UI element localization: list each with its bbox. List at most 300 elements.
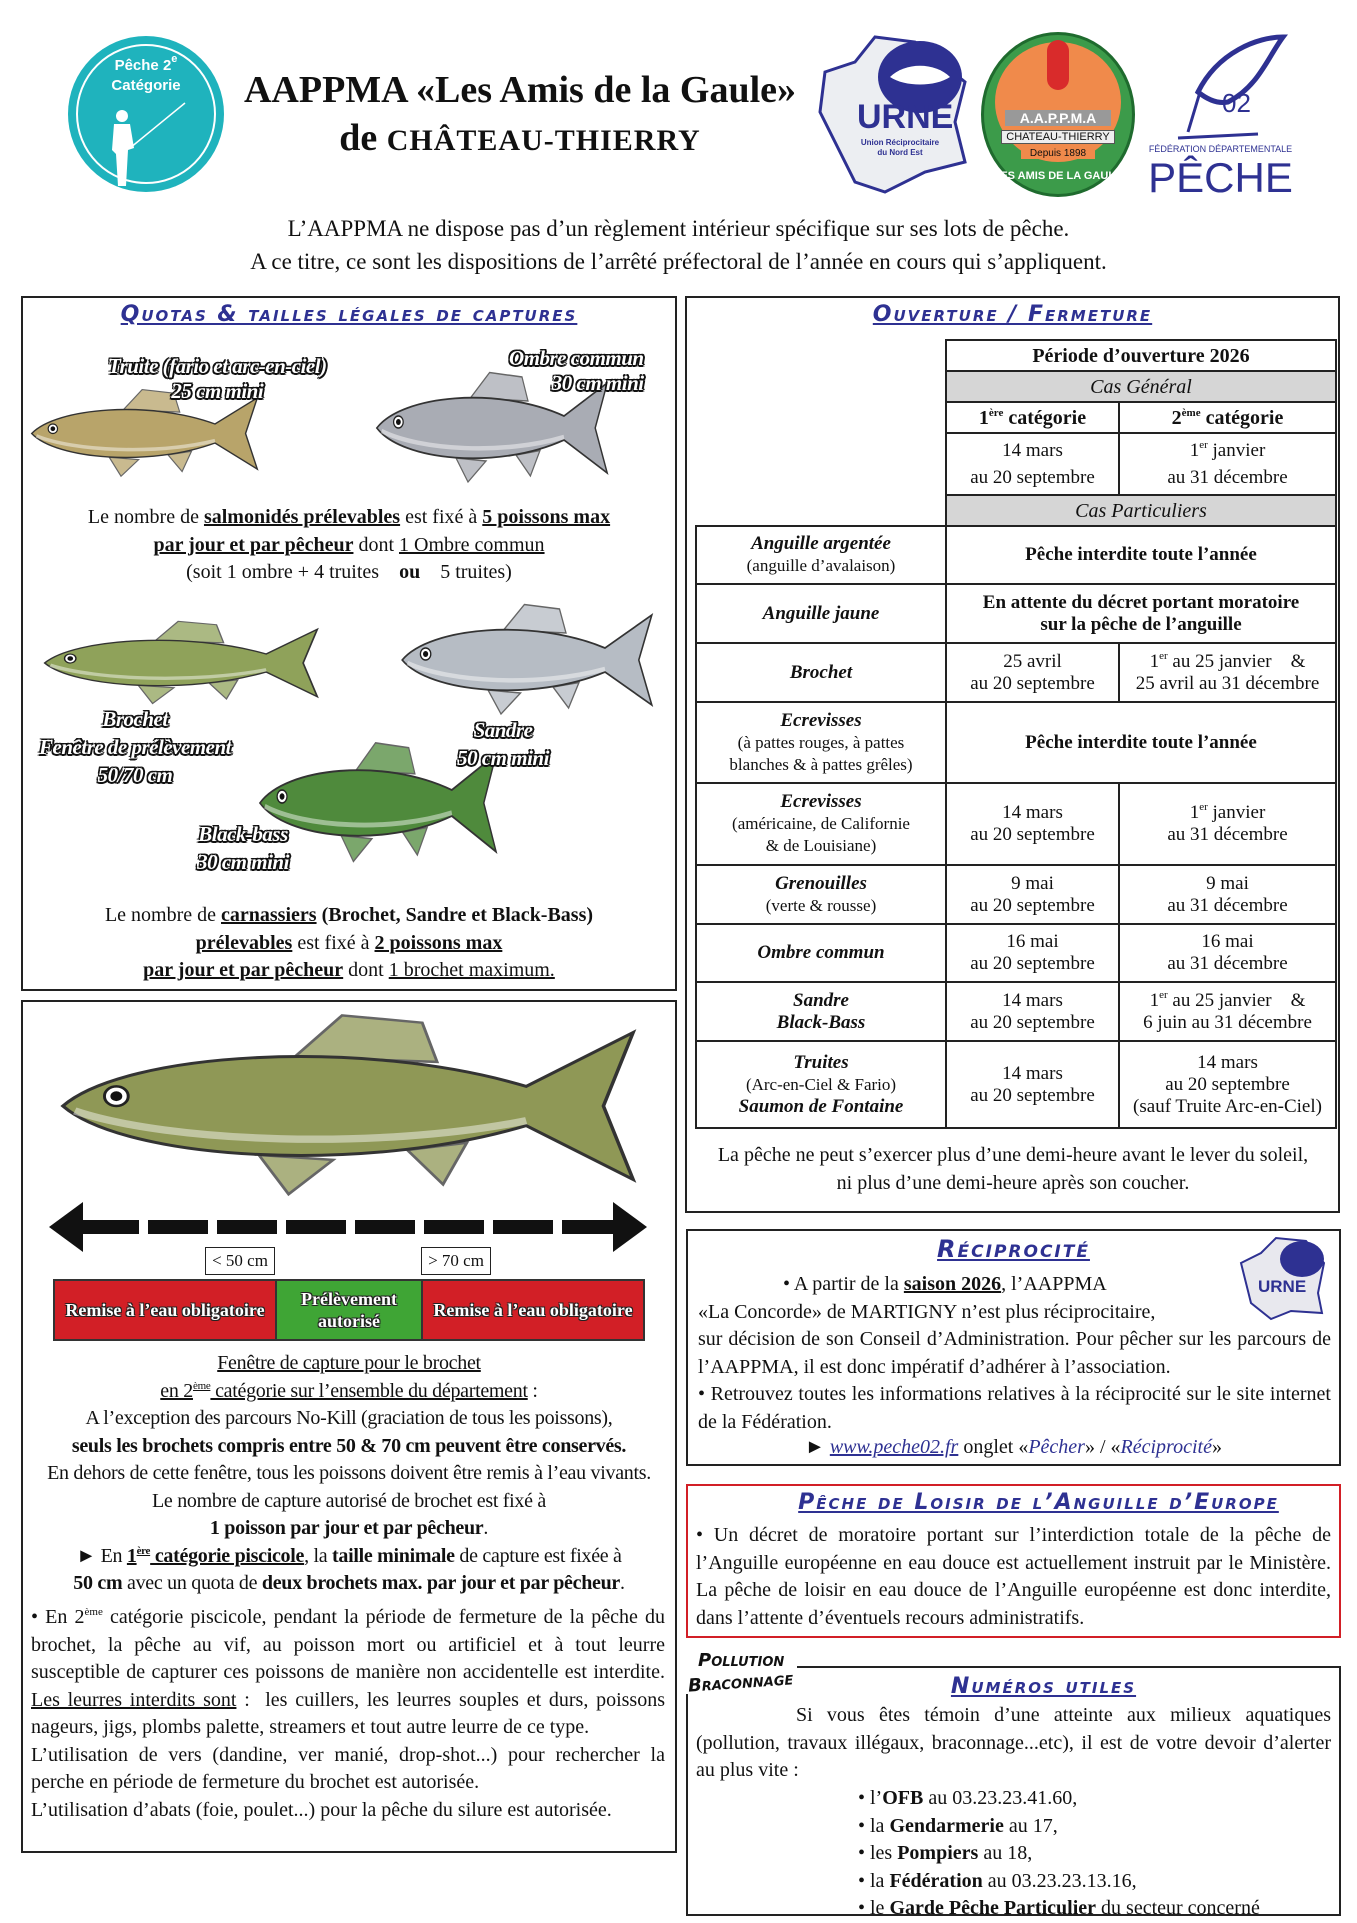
text-segment: • Un décret de moratoire portant sur l’interdiction totale de la pêche de l’Anguille européenne en eau douce est actuellement instruit par le Ministère. La pêche de loisir en eau douce de l’Anguille européenne est donc interdite, dans l’attente d’éventuels recours administratifs. bbox=[696, 1524, 1336, 1629]
species-cell bbox=[696, 924, 946, 982]
text-line bbox=[698, 1326, 1336, 1381]
species-cell bbox=[696, 1041, 946, 1128]
text-segment: est fixé à bbox=[400, 506, 483, 528]
text-line bbox=[949, 614, 1333, 636]
urne-name: URNE bbox=[857, 98, 954, 136]
text-segment: au 17, bbox=[1003, 1814, 1058, 1837]
zander-name: Sandre bbox=[473, 718, 533, 742]
badge-sup: e bbox=[171, 53, 178, 65]
text-line bbox=[699, 990, 943, 1012]
text-segment: sur décision de son Conseil d’Administration. Pour pêcher sur les parcours de l’AAPPMA, il est donc impératif d’adhérer à l’association. bbox=[698, 1328, 1336, 1378]
text-segment: ère bbox=[136, 1544, 151, 1557]
text-segment: : bbox=[527, 1379, 538, 1402]
text-segment: catégorie bbox=[1200, 406, 1284, 429]
text-segment: catégorie bbox=[1003, 406, 1087, 429]
text-segment: 14 mars bbox=[1002, 1062, 1063, 1084]
reciprocity-intro bbox=[698, 1271, 1155, 1326]
species-cell bbox=[696, 584, 946, 643]
text-segment: (américaine, de Californie bbox=[732, 814, 910, 833]
text-segment: saison 2026 bbox=[903, 1273, 1002, 1295]
period-cell-cat2 bbox=[1119, 783, 1336, 865]
badge-line1: Pêche 2 bbox=[114, 57, 172, 74]
text-segment: ème bbox=[1181, 406, 1201, 419]
text-line bbox=[949, 931, 1116, 953]
text-segment: 16 mai bbox=[1201, 931, 1254, 952]
big-pike-image bbox=[51, 1008, 645, 1204]
text-line bbox=[858, 1895, 1260, 1923]
text-segment: carnassiers bbox=[221, 904, 317, 926]
text-segment: L’utilisation de vers (dandine, ver manié, drop-shot...) pour rechercher la perche en période de fermeture du brochet est autorisée. bbox=[31, 1743, 670, 1793]
text-segment: (verte & rousse) bbox=[765, 895, 877, 915]
text-line bbox=[699, 533, 943, 555]
text-segment: ème bbox=[192, 1379, 211, 1392]
aappma-city: CHATEAU-THIERRY bbox=[1001, 130, 1115, 144]
text-segment: , l’AAPPMA bbox=[1001, 1273, 1107, 1295]
aappma-logo bbox=[981, 32, 1135, 197]
text-segment: • les bbox=[858, 1842, 898, 1864]
website-link[interactable]: www.peche02.fr bbox=[829, 1436, 959, 1458]
carnivore-rule bbox=[23, 902, 675, 985]
text-segment: au 20 septembre bbox=[970, 1011, 1095, 1033]
text-line bbox=[688, 1434, 1339, 1462]
text-line bbox=[949, 732, 1333, 754]
opening-footer bbox=[687, 1141, 1339, 1197]
text-line bbox=[949, 673, 1116, 695]
text-segment: salmonidés prélevables bbox=[203, 506, 401, 528]
text-segment: L’utilisation d’abats (foie, poulet...) pour la pêche du silure est autorisée. bbox=[31, 1798, 612, 1821]
species-cell bbox=[696, 526, 946, 584]
table-row bbox=[696, 1041, 1336, 1128]
cat1-header bbox=[946, 402, 1119, 433]
text-line bbox=[949, 824, 1116, 846]
reciprocity-link bbox=[688, 1434, 1339, 1462]
text-line bbox=[699, 942, 943, 964]
numbers-text bbox=[696, 1702, 1336, 1785]
urne-sub1: Union Réciprocitaire bbox=[860, 138, 940, 147]
text-line bbox=[1122, 990, 1333, 1012]
footer-line1: La pêche ne peut s’exercer plus d’une demi-heure avant le lever du soleil, bbox=[717, 1144, 1309, 1166]
text-segment: Ombre commun bbox=[757, 942, 885, 963]
text-segment: 1 bbox=[126, 1544, 137, 1567]
period-cell-cat1 bbox=[946, 1041, 1119, 1128]
text-segment: est fixé à bbox=[292, 931, 375, 954]
species-cell bbox=[696, 643, 946, 702]
period-cell-cat1 bbox=[946, 924, 1119, 982]
text-line bbox=[698, 1271, 1155, 1299]
text-line bbox=[23, 1350, 675, 1378]
text-line bbox=[858, 1785, 1260, 1813]
text-segment: au 20 septembre bbox=[970, 894, 1095, 916]
text-line bbox=[23, 559, 675, 587]
over-70-label: > 70 cm bbox=[421, 1247, 491, 1275]
text-line bbox=[1122, 802, 1333, 824]
text-line bbox=[698, 1299, 1155, 1327]
text-segment: onglet « bbox=[958, 1436, 1029, 1458]
text-segment: 1 brochet maximum. bbox=[388, 959, 555, 981]
text-line bbox=[699, 754, 943, 776]
text-segment: 1 bbox=[1189, 802, 1200, 823]
pike-size: 50/70 cm bbox=[97, 763, 173, 787]
particular-case-header: Cas Particuliers bbox=[946, 495, 1336, 526]
fed-num: 02 bbox=[1222, 88, 1251, 118]
pollution-corner-label bbox=[684, 1650, 797, 1697]
urne-small-name: URNE bbox=[1258, 1277, 1307, 1296]
text-segment: au 31 décembre bbox=[1167, 953, 1288, 974]
text-segment: 1 bbox=[978, 406, 989, 429]
pike-window: Fenêtre de prélèvement bbox=[39, 735, 231, 759]
text-segment: 6 juin au 31 décembre bbox=[1143, 1011, 1312, 1033]
reciprocity-text bbox=[698, 1326, 1336, 1436]
text-segment: catégorie piscicole, pendant la période de fermeture de la pêche du brochet, la pêche au vif, au poisson mort ou artificiel et à tout leurre susceptible de capturer ces poissons de manière non accidentelle est interdite. bbox=[31, 1606, 670, 1683]
text-line bbox=[1122, 437, 1333, 465]
text-line bbox=[31, 1742, 670, 1797]
text-segment: au 20 septembre bbox=[970, 953, 1095, 974]
text-line bbox=[23, 1405, 675, 1433]
text-segment: Le nombre de bbox=[87, 506, 204, 528]
period-cell-all bbox=[946, 702, 1336, 783]
text-segment: OFB bbox=[882, 1787, 924, 1809]
text-segment: En dehors de cette fenêtre, tous les poissons doivent être remis à l’eau vivants. bbox=[47, 1462, 651, 1484]
period-header: Période d’ouverture 2026 bbox=[946, 340, 1336, 371]
text-segment: Fédération bbox=[889, 1869, 983, 1892]
text-segment: au 25 janvier & bbox=[1167, 650, 1306, 672]
text-segment: & de Louisiane) bbox=[765, 836, 877, 855]
text-segment: ► bbox=[805, 1436, 830, 1458]
text-segment: avec un quota de bbox=[122, 1572, 262, 1594]
text-line bbox=[949, 990, 1116, 1012]
text-segment: ère bbox=[988, 406, 1004, 419]
text-line bbox=[699, 555, 943, 577]
text-segment: dont bbox=[353, 533, 400, 556]
blackbass-name: Black-bass bbox=[198, 822, 288, 846]
text-line bbox=[1122, 931, 1333, 953]
text-line bbox=[949, 544, 1333, 566]
text-segment: janvier bbox=[1207, 802, 1266, 823]
lure-rules bbox=[31, 1604, 670, 1824]
text-segment: A l’exception des parcours No-Kill (graciation de tous les poissons), bbox=[85, 1407, 613, 1429]
text-segment: en 2 bbox=[160, 1379, 193, 1402]
text-segment: En attente du décret portant moratoire bbox=[982, 591, 1300, 613]
text-line bbox=[949, 802, 1116, 824]
text-line bbox=[949, 464, 1116, 492]
text-line bbox=[1122, 824, 1333, 846]
text-segment: au 31 décembre bbox=[1167, 824, 1288, 845]
aappma-ring: LES AMIS DE LA GAULE bbox=[993, 170, 1123, 182]
text-segment: Le nombre de bbox=[104, 904, 222, 926]
text-segment: sur la pêche de l’anguille bbox=[1040, 613, 1242, 635]
text-segment: au 20 septembre bbox=[970, 1084, 1095, 1106]
text-segment: , la bbox=[304, 1544, 333, 1567]
text-segment: «La Concorde» de MARTIGNY n’est plus réciprocitaire, bbox=[698, 1300, 1156, 1323]
text-segment: au 31 décembre bbox=[1167, 894, 1288, 916]
pike-window-section bbox=[21, 1000, 677, 1853]
text-line bbox=[1122, 873, 1333, 895]
text-segment: (à pattes rouges, à pattes bbox=[737, 732, 905, 752]
text-line bbox=[23, 1433, 675, 1461]
text-line bbox=[949, 953, 1116, 975]
period-cell-all bbox=[946, 584, 1336, 643]
text-segment: • le bbox=[858, 1897, 890, 1919]
text-line bbox=[1122, 673, 1333, 695]
text-segment: au 03.23.23.41.60, bbox=[923, 1787, 1078, 1809]
category-badge bbox=[68, 36, 224, 192]
text-segment: Truites bbox=[793, 1051, 849, 1073]
grayling-label bbox=[509, 346, 644, 396]
eel-section bbox=[686, 1484, 1341, 1638]
text-segment: Anguille jaune bbox=[762, 602, 880, 624]
text-line bbox=[699, 732, 943, 754]
period-cell-cat2 bbox=[1119, 643, 1336, 702]
text-segment: • Retrouvez toutes les informations relatives à la réciprocité sur le site internet de la Fédération. bbox=[698, 1383, 1336, 1433]
fed-name: PÊCHE bbox=[1148, 154, 1293, 201]
species-cell bbox=[696, 982, 946, 1041]
trout-label bbox=[108, 354, 327, 404]
text-line bbox=[699, 662, 943, 684]
text-segment: catégorie piscicole bbox=[150, 1544, 305, 1567]
text-line bbox=[23, 957, 675, 985]
text-segment: (Brochet, Sandre et Black-Bass) bbox=[316, 904, 594, 926]
period-cell-cat2 bbox=[1119, 865, 1336, 924]
text-segment: 1 Ombre commun bbox=[399, 533, 545, 556]
release-left: Remise à l’eau obligatoire bbox=[53, 1279, 277, 1341]
text-line bbox=[1122, 1074, 1333, 1096]
size-arrow bbox=[49, 1198, 647, 1256]
period-cell-cat1 bbox=[946, 643, 1119, 702]
period-cell-cat1 bbox=[946, 982, 1119, 1041]
text-line bbox=[699, 1074, 943, 1096]
period-cell-all bbox=[946, 526, 1336, 584]
text-line bbox=[949, 651, 1116, 673]
pike-image bbox=[39, 618, 323, 708]
text-segment: au 20 septembre bbox=[970, 467, 1095, 488]
text-segment: • A partir de la bbox=[783, 1273, 904, 1295]
text-segment: » bbox=[1211, 1436, 1222, 1458]
corner-pollution: Pollution bbox=[698, 1650, 785, 1671]
text-segment: au 18, bbox=[978, 1842, 1033, 1864]
text-segment: prélevables bbox=[195, 931, 293, 954]
table-row bbox=[696, 783, 1336, 865]
text-line bbox=[696, 1522, 1336, 1632]
keep-allowed: Prélèvement autorisé bbox=[275, 1279, 423, 1341]
text-segment: Ecrevisses bbox=[780, 709, 862, 731]
text-line bbox=[1122, 1052, 1333, 1074]
text-segment: (anguille d’avalaison) bbox=[746, 556, 896, 575]
text-line bbox=[23, 1515, 675, 1543]
blackbass-label bbox=[183, 820, 303, 876]
text-segment: du secteur concerné bbox=[1096, 1897, 1260, 1919]
text-segment: 16 mai bbox=[1006, 931, 1059, 952]
table-row bbox=[696, 526, 1336, 584]
text-segment: au 20 septembre bbox=[970, 672, 1095, 694]
text-segment: • En 2 bbox=[31, 1606, 85, 1628]
zander-label bbox=[443, 716, 563, 772]
text-segment: er bbox=[1199, 801, 1208, 813]
eel-title: Pêche de Loisir de l’Anguille d’Europe bbox=[798, 1490, 1279, 1515]
text-segment: Si vous êtes témoin d’une atteinte aux milieux aquatiques (pollution, travaux illégaux, braconnage...etc), il est de votre devoir d’alerter au plus vite : bbox=[696, 1704, 1336, 1781]
text-line bbox=[1122, 464, 1333, 492]
eel-text bbox=[696, 1522, 1336, 1632]
text-line bbox=[949, 1063, 1116, 1085]
species-cell bbox=[696, 865, 946, 924]
period-cell-cat1 bbox=[946, 783, 1119, 865]
text-line bbox=[23, 532, 675, 560]
text-line bbox=[949, 1012, 1116, 1034]
page-title bbox=[225, 66, 815, 165]
text-segment: deux brochets max. par jour et par pêcheur bbox=[261, 1572, 621, 1594]
cat2-header bbox=[1119, 402, 1336, 433]
text-line bbox=[23, 902, 675, 930]
period-cell-cat1 bbox=[946, 865, 1119, 924]
text-line bbox=[949, 895, 1116, 917]
text-line bbox=[696, 1702, 1336, 1785]
text-segment: 14 mars bbox=[1197, 1051, 1258, 1073]
text-line bbox=[699, 603, 943, 625]
text-segment: seuls les brochets compris entre 50 & 70 cm peuvent être conservés. bbox=[71, 1434, 627, 1457]
text-segment: 1 poisson par jour et par pêcheur bbox=[209, 1517, 484, 1539]
text-segment: 5 truites) bbox=[420, 561, 512, 583]
text-segment: Les leurres interdits sont bbox=[31, 1688, 237, 1711]
text-segment: 9 mai bbox=[1206, 872, 1249, 894]
text-segment: taille minimale bbox=[332, 1544, 455, 1567]
pike-label bbox=[23, 705, 247, 789]
pike-name: Brochet bbox=[102, 707, 168, 731]
text-segment: » / « bbox=[1084, 1436, 1121, 1458]
text-segment: Pêche interdite toute l’année bbox=[1025, 731, 1257, 753]
urne-small-logo bbox=[1236, 1233, 1328, 1321]
corner-braconnage: Braconnage bbox=[687, 1668, 794, 1697]
release-right: Remise à l’eau obligatoire bbox=[421, 1279, 645, 1341]
species-cell bbox=[696, 783, 946, 865]
general-cat2 bbox=[1119, 433, 1336, 495]
text-segment: 14 mars bbox=[1002, 439, 1063, 461]
table-row bbox=[696, 702, 1336, 783]
text-segment: ou bbox=[399, 561, 421, 583]
text-line bbox=[1122, 651, 1333, 673]
quotas-title: Quotas & tailles légales de captures bbox=[120, 302, 578, 327]
reciprocity-title: Réciprocité bbox=[937, 1235, 1090, 1263]
text-segment: ème bbox=[84, 1606, 103, 1618]
text-line bbox=[23, 1378, 675, 1406]
text-segment: janvier bbox=[1207, 439, 1266, 461]
text-segment: de capture est fixée à bbox=[454, 1544, 622, 1567]
text-segment: 14 mars bbox=[1002, 989, 1063, 1011]
text-line bbox=[23, 504, 675, 532]
grayling-size: 30 cm mini bbox=[551, 371, 644, 395]
intro-text bbox=[0, 212, 1357, 278]
text-line bbox=[858, 1840, 1260, 1868]
text-line bbox=[1122, 1012, 1333, 1034]
text-segment: 14 mars bbox=[1002, 802, 1063, 823]
text-segment: au 20 septembre bbox=[1165, 1073, 1290, 1095]
text-line bbox=[23, 1488, 675, 1516]
text-segment: 1 bbox=[1149, 989, 1160, 1011]
text-segment: er bbox=[1199, 438, 1208, 451]
text-segment: . bbox=[620, 1572, 625, 1594]
text-line bbox=[31, 1797, 665, 1825]
text-segment: er bbox=[1159, 988, 1168, 1001]
text-line bbox=[858, 1868, 1260, 1896]
text-segment: Grenouilles bbox=[775, 872, 867, 894]
text-segment: ► En bbox=[76, 1544, 127, 1567]
text-line bbox=[699, 813, 943, 835]
text-segment: dont bbox=[343, 959, 389, 981]
text-segment: • l’ bbox=[858, 1787, 883, 1809]
text-line bbox=[949, 873, 1116, 895]
species-cell bbox=[696, 702, 946, 783]
opening-title: Ouverture / Fermeture bbox=[872, 302, 1153, 327]
text-line bbox=[699, 791, 943, 813]
footer-line2: ni plus d’une demi-heure après son coucher. bbox=[836, 1172, 1190, 1194]
pike-rules bbox=[23, 1350, 675, 1598]
text-line bbox=[949, 437, 1116, 465]
text-segment: blanches & à pattes grêles) bbox=[729, 754, 913, 774]
salmonid-rule bbox=[23, 504, 675, 587]
federation-logo bbox=[1148, 32, 1293, 201]
text-segment: er bbox=[1159, 649, 1168, 662]
title-line1: AAPPMA «Les Amis de la Gaule» bbox=[243, 69, 797, 111]
angler-icon bbox=[100, 98, 190, 188]
blackbass-size: 30 cm mini bbox=[197, 850, 289, 874]
text-segment: 2 bbox=[1171, 406, 1182, 429]
text-line bbox=[949, 592, 1333, 614]
text-segment: au 20 septembre bbox=[970, 824, 1095, 845]
text-line bbox=[1122, 1096, 1333, 1118]
text-segment: 5 poissons max bbox=[482, 506, 611, 528]
general-case-header: Cas Général bbox=[946, 371, 1336, 402]
quotas-section bbox=[21, 296, 677, 991]
period-cell-cat2 bbox=[1119, 1041, 1336, 1128]
text-line bbox=[23, 1460, 675, 1488]
text-line bbox=[699, 1096, 943, 1118]
text-segment: (Arc-en-Ciel & Fario) bbox=[745, 1074, 897, 1094]
numbers-title: Numéros utiles bbox=[950, 1674, 1137, 1699]
text-segment: 50 cm bbox=[73, 1572, 123, 1594]
text-segment: Anguille argentée bbox=[751, 533, 891, 554]
text-line bbox=[23, 1570, 675, 1598]
text-segment: au 31 décembre bbox=[1167, 467, 1288, 488]
text-line bbox=[31, 1604, 670, 1742]
text-line bbox=[1122, 953, 1333, 975]
reciprocity-section bbox=[686, 1229, 1341, 1466]
trout-size: 25 cm mini bbox=[171, 379, 264, 403]
text-segment: 2 poissons max bbox=[374, 931, 503, 954]
table-row bbox=[696, 924, 1336, 982]
text-segment: 25 avril bbox=[1003, 650, 1062, 672]
title-city: CHÂTEAU-THIERRY bbox=[386, 124, 701, 157]
text-segment: • la bbox=[858, 1814, 890, 1837]
text-line bbox=[699, 710, 943, 732]
text-line bbox=[1122, 895, 1333, 917]
text-segment: Brochet bbox=[789, 661, 853, 683]
text-segment: catégorie sur l’ensemble du département bbox=[210, 1379, 528, 1402]
fed-sub: FÉDÉRATION DÉPARTEMENTALE bbox=[1148, 144, 1293, 154]
text-line bbox=[699, 1052, 943, 1074]
text-segment: 25 avril au 31 décembre bbox=[1135, 672, 1320, 694]
text-segment: . bbox=[483, 1517, 489, 1539]
text-line bbox=[699, 895, 943, 917]
under-50-label: < 50 cm bbox=[205, 1247, 275, 1275]
text-segment: Black-Bass bbox=[776, 1011, 866, 1033]
grayling-name: Ombre commun bbox=[509, 346, 644, 370]
table-row bbox=[696, 584, 1336, 643]
text-segment: Garde Pêche Particulier bbox=[889, 1897, 1097, 1919]
text-segment: Saumon de Fontaine bbox=[738, 1095, 904, 1117]
text-segment: Pompiers bbox=[897, 1842, 979, 1864]
text-segment: Ecrevisses bbox=[780, 791, 862, 812]
table-row bbox=[696, 643, 1336, 702]
size-window-bar bbox=[53, 1279, 645, 1341]
text-segment: • la bbox=[858, 1869, 890, 1892]
